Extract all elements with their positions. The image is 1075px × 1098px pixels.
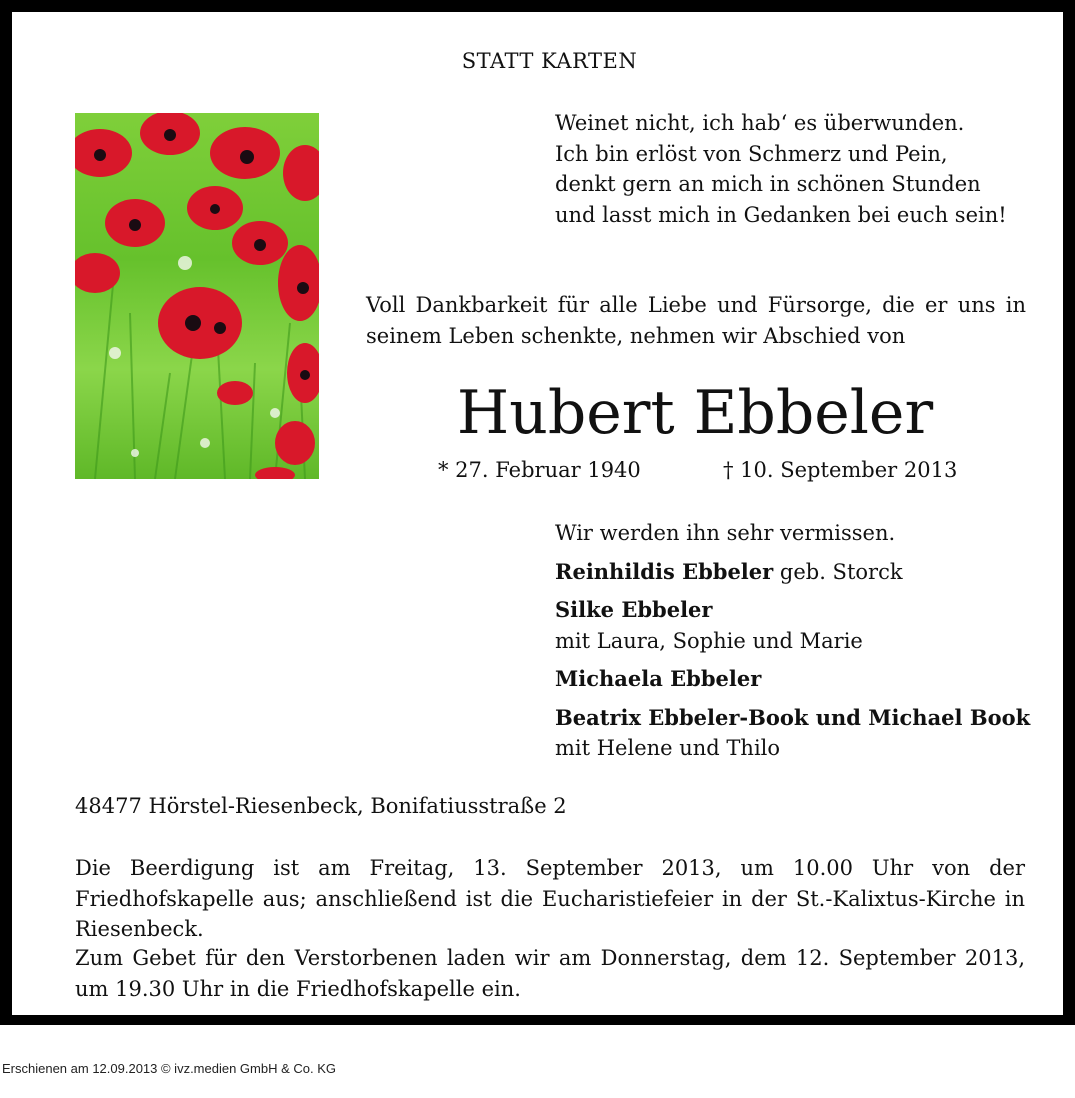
birth-date: * 27. Februar 1940 — [438, 458, 641, 482]
poem-line: und lasst mich in Gedanken bei euch sein! — [555, 202, 1007, 227]
poem — [555, 108, 1007, 230]
family-member — [555, 557, 1030, 588]
family-member-name: Reinhildis Ebbeler — [555, 558, 774, 584]
poem-line: Ich bin erlöst von Schmerz und Pein, — [555, 141, 948, 166]
family-member-children: mit Laura, Sophie und Marie — [555, 628, 863, 653]
family-member-note: geb. Storck — [773, 559, 903, 584]
family-list — [555, 518, 1030, 764]
poem-line: denkt gern an mich in schönen Stunden — [555, 172, 981, 196]
burial-info: Die Beerdigung ist am Freitag, 13. September 2013, um 10.00 Uhr von der Friedhofskapelle aus; anschließend ist die Eucharistiefeier in der St.-Kalixtus-Kirche in Riesenbeck. — [75, 856, 1025, 941]
family-intro: Wir werden ihn sehr vermissen. — [555, 521, 896, 545]
publication-footer: Erschienen am 12.09.2013 © ivz.medien GmbH & Co. KG — [2, 1061, 337, 1076]
address: 48477 Hörstel-Riesenbeck, Bonifatiusstraße 2 — [75, 794, 567, 818]
family-member-name: Beatrix Ebbeler-Book und Michael Book — [555, 704, 1031, 730]
family-member — [555, 703, 1030, 734]
family-member-name: Michaela Ebbeler — [555, 666, 762, 691]
family-member-name: Silke Ebbeler — [555, 597, 713, 622]
death-date: † 10. September 2013 — [723, 458, 958, 482]
intro-text: Voll Dankbarkeit für alle Liebe und Fürsorge, die er uns in seinem Leben schenkte, nehmen wir Abschied von — [366, 293, 1026, 348]
header-statt-karten: STATT KARTEN — [461, 49, 638, 73]
family-member — [555, 664, 1030, 695]
deceased-name: Hubert Ebbeler — [456, 378, 934, 448]
poem-line: Weinet nicht, ich hab‘ es überwunden. — [555, 111, 965, 135]
prayer-info: Zum Gebet für den Verstorbenen laden wir am Donnerstag, dem 12. September 2013, um 19.30 Uhr in die Friedhofskapelle ein. — [75, 946, 1025, 1001]
family-member-children: mit Helene und Thilo — [555, 736, 781, 760]
family-member — [555, 595, 1030, 626]
